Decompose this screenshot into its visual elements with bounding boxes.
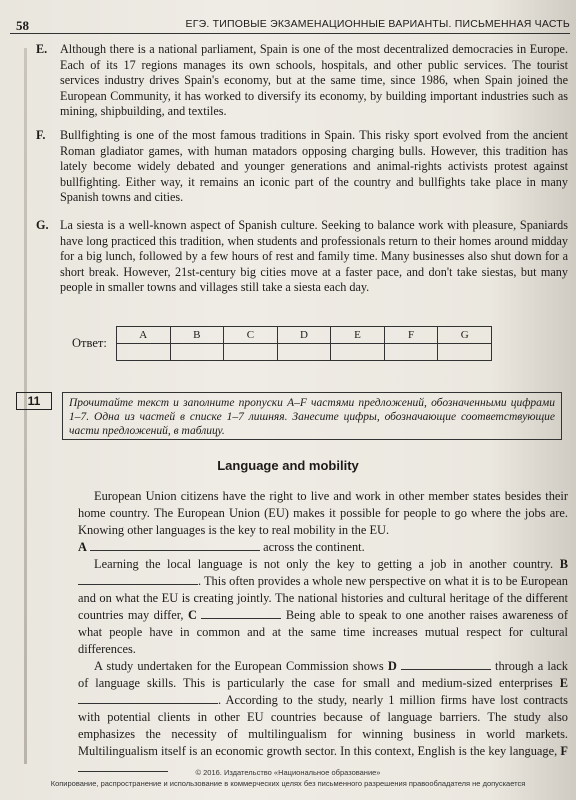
page-header: [10, 18, 570, 34]
answer-label: Ответ:: [72, 336, 107, 350]
gap-d-label: D: [387, 659, 397, 673]
gap-a-blank: [90, 540, 260, 551]
article-text: through a lack of language skills. This is particularly the case for small and medium-sized enterprises: [78, 659, 568, 690]
gap-e-blank: [78, 693, 218, 704]
running-title: ЕГЭ. ТИПОВЫЕ ЭКЗАМЕНАЦИОННЫЕ ВАРИАНТЫ. ПИСЬМЕННАЯ ЧАСТЬ: [185, 18, 570, 30]
paragraph-f: [36, 128, 568, 206]
answer-cell[interactable]: [438, 344, 492, 361]
article-text: Being able to speak to one another raises awareness of what people have in common and at the same time increases mutual respect for cultural differences.: [78, 608, 569, 656]
answer-col-d: D: [277, 327, 331, 344]
answer-col-g: G: [438, 327, 492, 344]
answer-cell[interactable]: [117, 344, 171, 361]
paragraph-g: [36, 218, 568, 296]
gap-a-after: across the continent.: [263, 540, 365, 554]
footer-copyright: © 2016. Издательство «Национальное образование»: [195, 768, 381, 777]
article-text: Learning the local language is not only the key to getting a job in another country.: [94, 557, 554, 571]
task-number: 11: [16, 392, 52, 410]
answer-cell[interactable]: [331, 344, 385, 361]
paragraph-text: Although there is a national parliament, Spain is one of the most decentralized democracies in Europe. Each of its 17 regions manages its own schools, hospitals, and other public services. The tourist services industry drives Spain's economy, but at the same time, since 1986, when Spain joined the European Community, it has worked to diversify its economy, by building important industries such as mining, shipbuilding, and textiles.: [60, 42, 568, 118]
paragraph-letter: F.: [36, 128, 46, 142]
gap-f-label: F: [560, 744, 568, 758]
paragraph-letter: E.: [36, 42, 48, 56]
answer-input-row: [117, 344, 492, 361]
gap-a-line: [78, 539, 568, 556]
page-number: 58: [16, 18, 29, 33]
gap-b-label: B: [559, 557, 568, 571]
answer-cell[interactable]: [170, 344, 224, 361]
article-paragraph-2: [78, 556, 568, 658]
answer-col-e: E: [331, 327, 385, 344]
gap-c-label: C: [187, 608, 197, 622]
answer-header-row: [117, 327, 492, 344]
article-paragraph-3: [78, 658, 568, 777]
paragraph-text: Bullfighting is one of the most famous traditions in Spain. This risky sport evolved from the ancient Roman gladiator games, with human matadors opposing charging bulls. However, this tradition has lately become widely debated and younger generations and animal-rights activists protest against bullfighting. Either way, it remains an iconic part of the country and bullfights take place in many Spanish towns and cities.: [60, 128, 568, 204]
answer-table-block: [72, 326, 492, 360]
answer-col-a: A: [117, 327, 171, 344]
answer-cell[interactable]: [277, 344, 331, 361]
gap-a-label: A: [78, 540, 87, 554]
article-title: Language and mobility: [217, 458, 359, 473]
gap-b-after: . This often provides a whole new perspective on what it is to be European and on what the EU is creating jointly. The national histories and cultural heritage of the different countries may differ,: [78, 574, 568, 622]
answer-col-c: C: [224, 327, 278, 344]
paragraph-letter: G.: [36, 218, 49, 232]
article-text: . According to the study, nearly 1 million firms have lost contracts with potential clients in other EU countries because of language barriers. The study also emphasizes the necessity of multilingualism for winning business in world markets. Multilingualism itself is an economic growth sector. In this context, English is the key language,: [78, 693, 568, 758]
answer-table: [116, 326, 492, 361]
answer-col-f: F: [384, 327, 438, 344]
paragraph-text: La siesta is a well-known aspect of Spanish culture. Seeking to balance work with pleasure, Spaniards have long practiced this tradition, when students and professionals return to their homes around midday for a big lunch, followed by a few hours of rest and family time. Many businesses also shut down for a short break. However, 21st-century big cities move at a faster pace, and don't take siestas, but many people in smaller towns and villages still take a siesta each day.: [60, 218, 568, 294]
article-paragraph-1: [78, 488, 568, 539]
article-text: European Union citizens have the right to live and work in other member states besides their home country. The European Union (EU) makes it possible for people to go where the jobs are. Knowing other languages is the key to real mobility in the EU.: [78, 489, 568, 537]
gap-e-label: E: [559, 676, 568, 690]
paragraph-e: [36, 42, 568, 120]
answer-cell[interactable]: [224, 344, 278, 361]
article-text: A study undertaken for the European Commission shows: [94, 659, 384, 673]
task-instruction: Прочитайте текст и заполните пропуски A–F частями предложений, обозначенными цифрами 1–7. Одна из частей в списке 1–7 лишняя. Занесите цифры, обозначающие соответствующие части предложений, в таблицу.: [62, 392, 562, 440]
gap-c-blank: [201, 608, 281, 619]
gap-b-blank: [78, 574, 198, 585]
answer-col-b: B: [170, 327, 224, 344]
answer-cell[interactable]: [384, 344, 438, 361]
gap-d-blank: [401, 659, 491, 670]
footer-notice: Копирование, распространение и использование в коммерческих целях без письменного разрешения правообладателя не допускается: [50, 779, 526, 788]
